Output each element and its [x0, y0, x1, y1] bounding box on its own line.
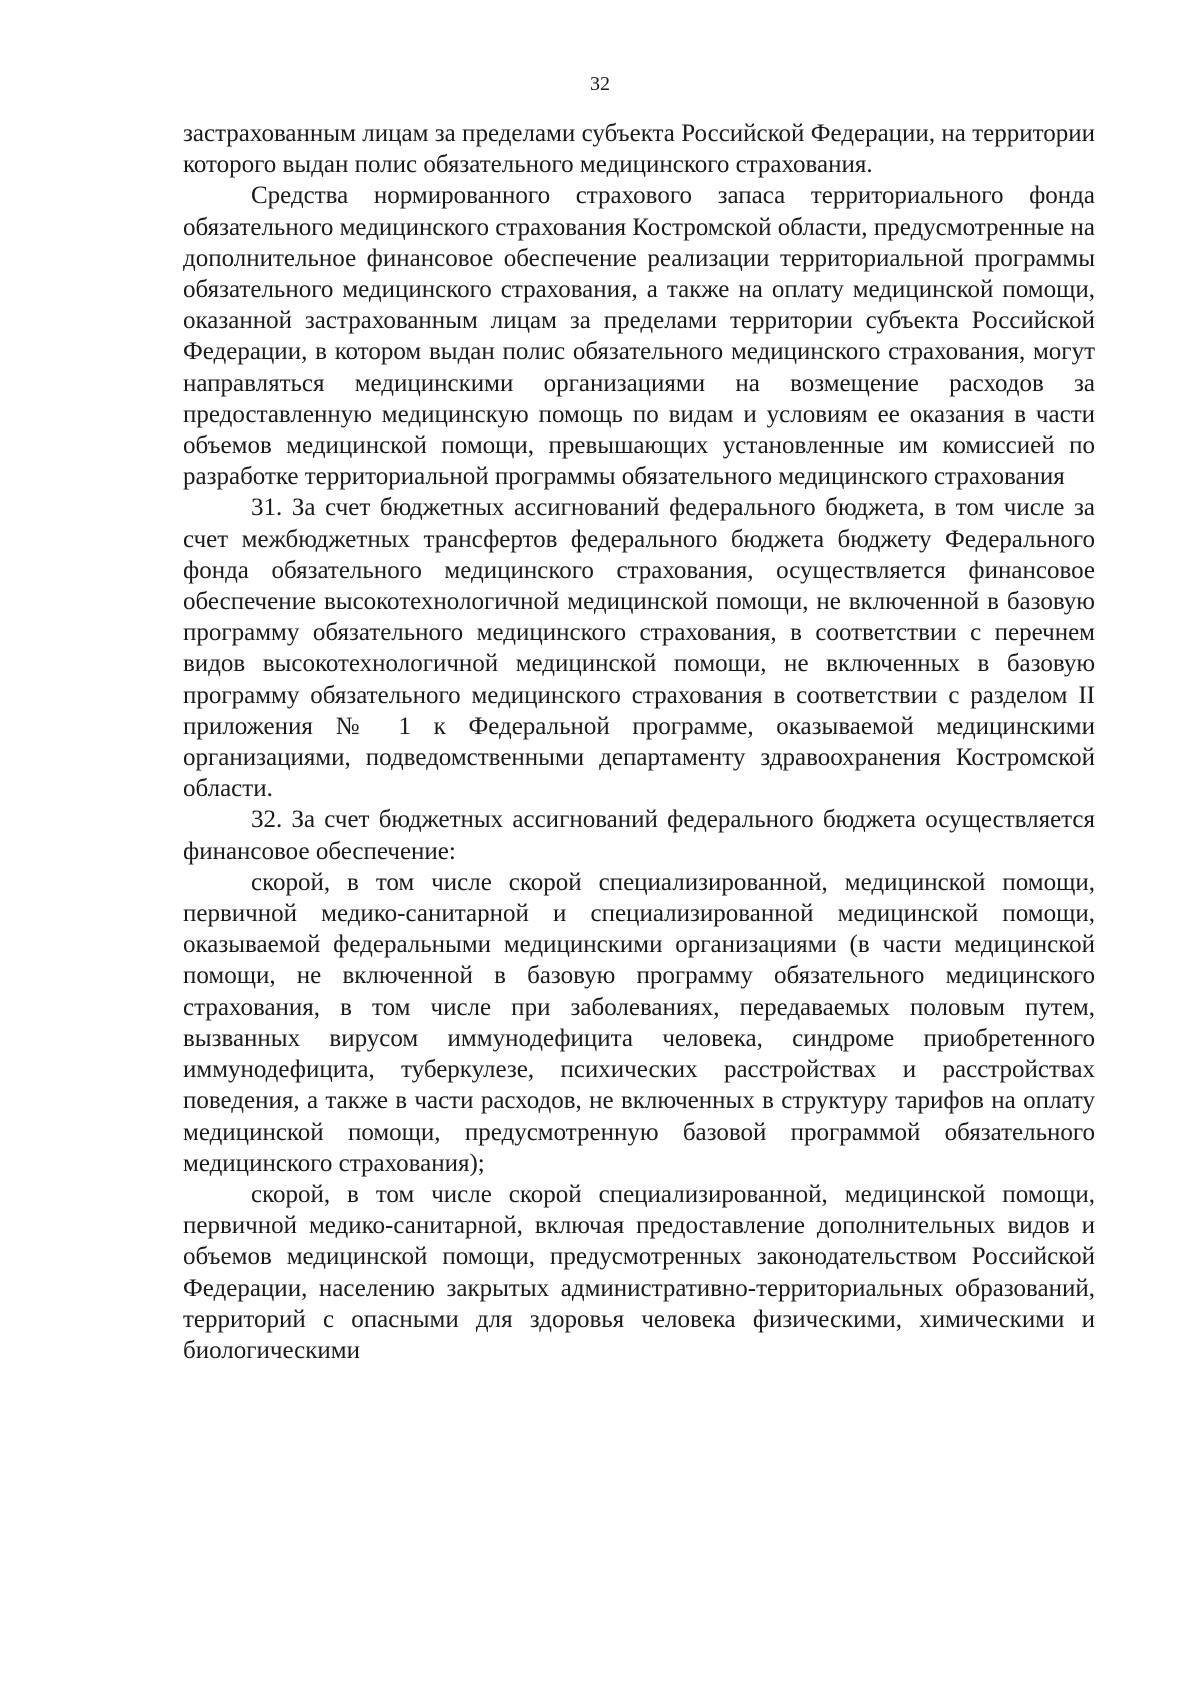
page-number: 32: [590, 73, 610, 95]
paragraph-item-31: 31. За счет бюджетных ассигнований федерального бюджета, в том числе за счет межбюджетных трансфертов федерального бюджета бюджету Федерального фонда обязательного медицинского страхования, осуществляется финансовое обеспечение высокотехнологичной медицинской помощи, не включенной в базовую программу обязательного медицинского страхования, в соответствии с перечнем видов высокотехнологичной медицинской помощи, не включенных в базовую программу обязательного медицинского страхования в соответствии с разделом II приложения № 1 к Федеральной программе, оказываемой медицинскими организациями, подведомственными департаменту здравоохранения Костромской области.: [183, 494, 1095, 803]
paragraph-continuation: застрахованным лицам за пределами субъекта Российской Федерации, на территории которого выдан полис обязательного медицинского страхования.: [183, 120, 1095, 179]
paragraph-item-32: 32. За счет бюджетных ассигнований федерального бюджета осуществляется финансовое обеспечение:: [183, 806, 1095, 865]
paragraph-ambulance-closed-territories: скорой, в том числе скорой специализированной, медицинской помощи, первичной медико-санитарной, включая предоставление дополнительных видов и объемов медицинской помощи, предусмотренных законодательством Российской Федерации, населению закрытых административно-территориальных образований, территорий с опасными для здоровья человека физическими, химическими и биологическими: [183, 1180, 1095, 1364]
paragraph-ambulance-federal: скорой, в том числе скорой специализированной, медицинской помощи, первичной медико-санитарной и специализированной медицинской помощи, оказываемой федеральными медицинскими организациями (в части медицинской помощи, не включенной в базовую программу обязательного медицинского страхования, в том числе при заболеваниях, передаваемых половым путем, вызванных вирусом иммунодефицита человека, синдроме приобретенного иммунодефицита, туберкулезе, психических расстройствах и расстройствах поведения, а также в части расходов, не включенных в структуру тарифов на оплату медицинской помощи, предусмотренную базовой программой обязательного медицинского страхования);: [183, 868, 1095, 1177]
paragraph-insurance-reserve: Средства нормированного страхового запаса территориального фонда обязательного медицинского страхования Костромской области, предусмотренные на дополнительное финансовое обеспечение реализации территориальной программы обязательного медицинского страхования, а также на оплату медицинской помощи, оказанной застрахованным лицам за пределами территории субъекта Российской Федерации, в котором выдан полис обязательного медицинского страхования, могут направляться медицинскими организациями на возмещение расходов за предоставленную медицинскую помощь по видам и условиям ее оказания в части объемов медицинской помощи, превышающих установленные им комиссией по разработке территориальной программы обязательного медицинского страхования: [183, 182, 1095, 491]
document-body: [183, 118, 1095, 1366]
